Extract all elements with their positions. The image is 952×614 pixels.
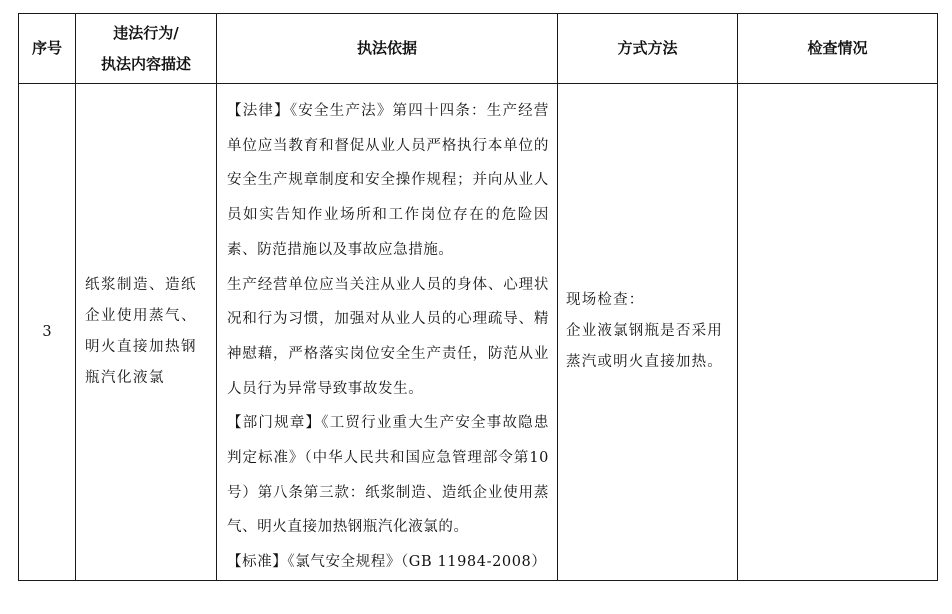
basis-law-paragraph: 【法律】《安全生产法》第四十四条：生产经营单位应当教育和督促从业人员严格执行本单位的安全生产规章制度和安全操作规程；并向从业人员如实告知作业场所和工作岗位存在的危险因素、防范措施以及事故应急措施。 [227, 103, 549, 258]
header-no: 序号 [19, 14, 76, 84]
header-check: 检查情况 [738, 14, 938, 84]
header-row [19, 14, 938, 84]
header-violation-line1: 违法行为/ [113, 23, 179, 42]
header-violation [76, 14, 217, 84]
method-description: 企业液氯钢瓶是否采用蒸汽或明火直接加热。 [566, 323, 723, 371]
table-row [19, 84, 938, 581]
method-label: 现场检查： [566, 292, 645, 309]
header-violation-line2: 执法内容描述 [100, 54, 191, 73]
method-cell [558, 84, 738, 581]
row-number: 3 [19, 84, 76, 581]
header-basis: 执法依据 [217, 14, 558, 84]
enforcement-table [18, 13, 938, 581]
violation-description: 纸浆制造、造纸企业使用蒸气、明火直接加热钢瓶汽化液氯 [76, 84, 217, 581]
header-method: 方式方法 [558, 14, 738, 84]
inspection-result-cell[interactable] [738, 84, 938, 581]
basis-standard-paragraph: 【标准】《氯气安全规程》（GB 11984-2008） [227, 554, 547, 571]
basis-regulation-paragraph: 【部门规章】《工贸行业重大生产安全事故隐患判定标准》（中华人民共和国应急管理部令第10号）第八条第三款：纸浆制造、造纸企业使用蒸气、明火直接加热钢瓶汽化液氯的。 [227, 415, 549, 536]
legal-basis-cell [217, 84, 558, 581]
basis-law-paragraph-2: 生产经营单位应当关注从业人员的身体、心理状况和行为习惯，加强对从业人员的心理疏导、精神慰藉，严格落实岗位安全生产责任，防范从业人员行为异常导致事故发生。 [227, 276, 549, 397]
